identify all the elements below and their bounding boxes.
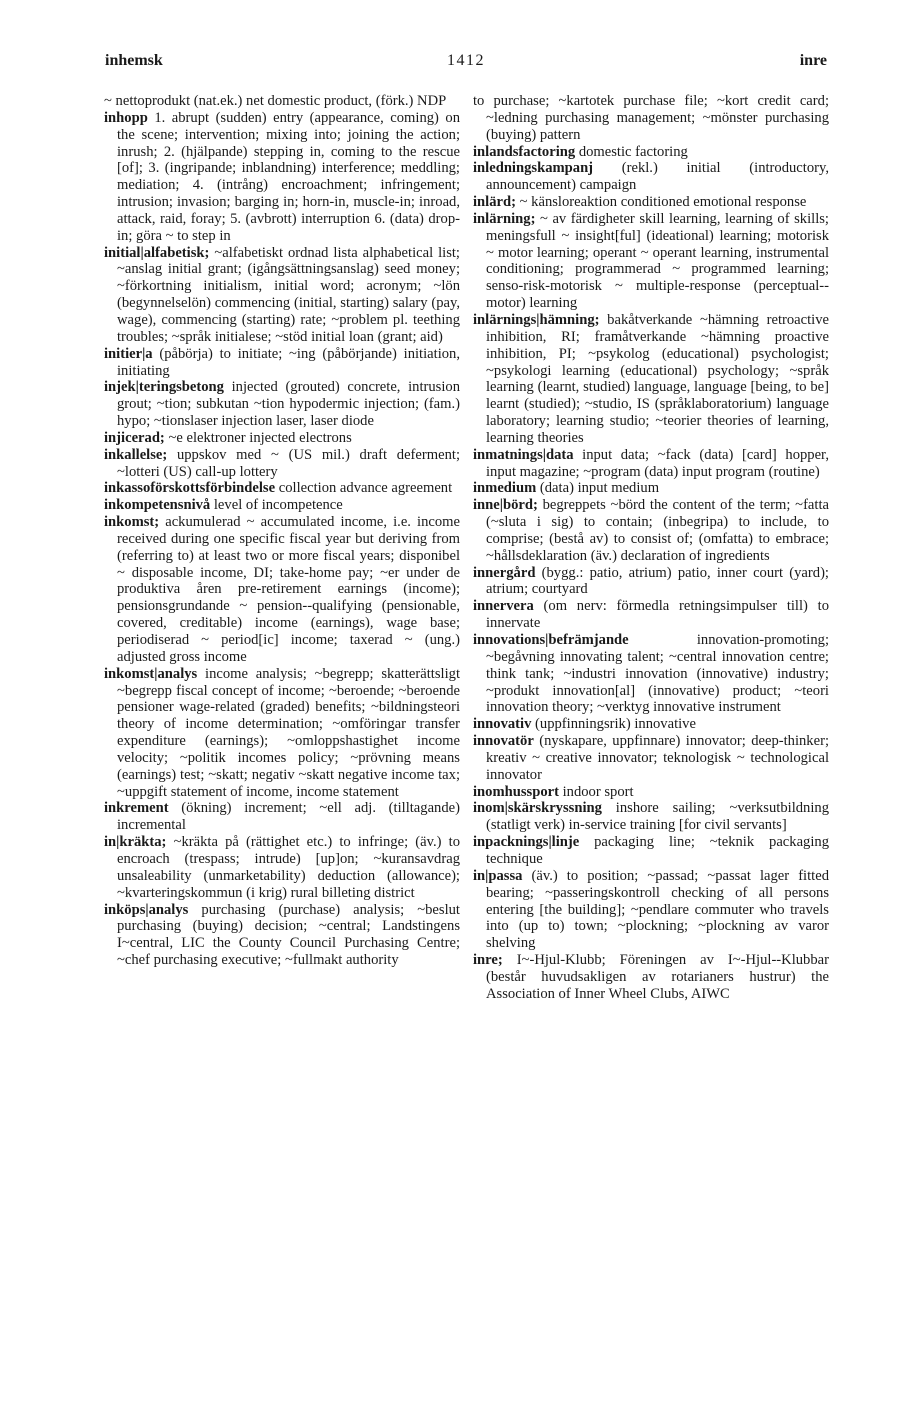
entry-innervera: innervera (om nerv: förmedla retningsimpulser till) to innervate	[473, 598, 829, 632]
entry-inlard: inlärd; ~ känsloreaktion conditioned emotional response	[473, 194, 807, 211]
entry-inpassa: in|passa (äv.) to position; ~passad; ~passat lager fitted bearing; ~passeringskontroll checking of all persons entering [the building]; ~pendlare commuter who travels into (up to) town; ~plockning; ~plockning av varor shelving	[473, 867, 829, 952]
running-head	[105, 52, 827, 76]
entry-innebord: inne|börd; begreppets ~börd the content of the term; ~fatta (~sluta i sig) to contain; (inbegripa) to include, to comprise; (bestå av) to consist of; (omfatta) to embrace; ~hållsdeklaration (äv.) declaration of ingredients	[473, 497, 829, 564]
entry-inkrement: inkrement (ökning) increment; ~ell adj. (tilltagande) incremental	[104, 800, 460, 834]
entry-innovator: innovatör (nyskapare, uppfinnare) innovator; deep-thinker; kreativ ~ creative innovator; teknologisk ~ technological innovator	[473, 733, 829, 783]
entry-inkompetensniva: inkompetensnivå level of incompetence	[104, 497, 343, 514]
page-number: 1412	[447, 52, 485, 69]
entry-injicerad: injicerad; ~e elektroner injected electrons	[104, 429, 352, 446]
entry-inkopsanalys: inköps|analys purchasing (purchase) analysis; ~beslut purchasing (buying) decision; ~central; Landstingens I~central, LIC the County Council Purchasing Centre; ~chef purchasing executive; ~fullmakt authority	[104, 901, 460, 969]
entry-inlandsfactoring: inlandsfactoring domestic factoring	[473, 143, 688, 160]
entry-inkallelse: inkallelse; uppskov med ~ (US mil.) draft deferment; ~lotteri (US) call-up lottery	[104, 446, 460, 480]
entry-inpackningslinje: inpacknings|linje packaging line; ~teknik packaging technique	[473, 834, 829, 867]
entry-inkassoforskott: inkassoförskottsförbindelse collection advance agreement	[104, 480, 453, 497]
entry-inmatningsdata: inmatnings|data input data; ~fack (data) [card] hopper, input magazine; ~program (data) input program (routine)	[473, 446, 829, 480]
entry-initiera: initier|a (påbörja) to initiate; ~ing (påbörjande) initiation, initiating	[104, 345, 460, 379]
entry-inomhussport: inomhussport indoor sport	[473, 783, 634, 800]
entry-inre: inre; I~-Hjul-Klubb; Föreningen av I~-Hjul--Klubbar (består huvudsakligen av rotarianers hustrur) the Association of Inner Wheel Clubs, AIWC	[473, 952, 829, 1002]
entry-inlarningshamning: inlärnings|hämning; bakåtverkande ~hämning retroactive inhibition, RI; framåtverkande ~hämning proactive inhibition, PI; ~psykolog (educational) psychologist; ~psykologi learning (educational) psychology; ~språk learning (learnt, studied) language, language [being, to be] learnt (studied); ~studio, IS (språklaboratorium) language laboratory; learning studio; ~teorier theories of learning, learning theories	[473, 311, 829, 446]
entry-nettoprodukt: ~ nettoprodukt (nat.ek.) net domestic product, (förk.) NDP	[104, 93, 447, 109]
left-column	[104, 93, 460, 969]
right-guide-word: inre	[799, 52, 827, 69]
entry-initial: initial|alfabetisk; ~alfabetiskt ordnad lista alphabetical list; ~anslag initial grant; (igångsättningsanslag) seed money; ~förkortning initialism, initial word; acronym; ~lön (begynnelselön) commencing (initial, starting) salary (pay, wage), commencing (starting) rate; ~problem pl. teething troubles; ~språk initialese; ~stöd initial loan (grant; aid)	[104, 244, 460, 345]
right-column	[473, 93, 829, 1003]
entry-inkrakta: in|kräkta; ~kräkta på (rättighet etc.) to infringe; (äv.) to encroach (trespass; intrude) [up]on; ~kuransavdrag unsaleability (unmarketability) deduction (allowance); ~kvarteringskommun (i krig) rural billeting district	[104, 834, 460, 901]
entry-innergard: innergård (bygg.: patio, atrium) patio, inner court (yard); atrium; courtyard	[473, 564, 829, 598]
entry-inhopp: inhopp 1. abrupt (sudden) entry (appearance, coming) on the scene; intervention; mixing into; joining the action; inrush; 2. (hjälpande) stepping in, coming to the rescue [of]; 3. (ingripande; inblandning) interference; meddling; mediation; 4. (intrång) encroachment; infringement; intrusion; invasion; barging in; horn-in, muscle-in; inroad, attack, raid, foray; 5. (avbrott) interruption 6. (data) drop-in; göra ~ to step in	[104, 109, 460, 244]
entry-inkomstanalys: inkomst|analys income analysis; ~begrepp; skatterättsligt ~begrepp fiscal concept of income; ~beroende; ~beroende pensioner wage-related (graded) benefits; ~bildningsteori theory of income determination; ~omföringar transfer expenditure (earnings); ~omloppshastighet income velocity; ~politik incomes policy; ~prövning means (earnings) test; ~skatt; negativ ~skatt negative income tax; ~uppgift statement of income, income statement	[104, 665, 460, 800]
entry-inlarning: inlärning; ~ av färdigheter skill learning, learning of skills; meningsfull ~ insight[ful] (ideational) learning; motorisk ~ motor learning; operant ~ operant learning, instrumental conditioning; programmerad ~ programmed learning; senso-risk-motorisk ~ multiple-response (perceptual--motor) learning	[473, 210, 829, 312]
left-guide-word: inhemsk	[105, 52, 163, 69]
entry-injektering: injek|teringsbetong injected (grouted) concrete, intrusion grout; ~tion; subkutan ~tion hypodermic injection; (fam.) hypo; ~tionslaser injection laser, laser diode	[104, 379, 460, 430]
entry-inomskarskryssning: inom|skärskryssning inshore sailing; ~verksutbildning (statligt verk) in-service training [for civil servants]	[473, 800, 829, 834]
entry-inledningskampanj: inledningskampanj (rekl.) initial (introductory, announcement) campaign	[473, 160, 829, 194]
entry-inmedium: inmedium (data) input medium	[473, 480, 660, 497]
entry-inkops-cont: to purchase; ~kartotek purchase file; ~kort credit card; ~ledning purchasing management; ~mönster purchasing (buying) pattern	[473, 93, 829, 143]
entry-inkomst: inkomst; ackumulerad ~ accumulated income, i.e. income received during one specific fiscal year but deriving from (referring to) at least two or more fiscal years; disponibel ~ disposable income, DI; take-home pay; ~er under de produktiva åren pre-retirement earnings (income); pensionsgrundande ~ pension--qualifying (pensionable, covered, creditable) income (earnings), wage base; periodiserad ~ period[ic] income; taxerad ~ (ung.) adjusted gross income	[104, 514, 460, 665]
entry-innovativ: innovativ (uppfinningsrik) innovative	[473, 716, 696, 733]
entry-innovations: innovations|befrämjande innovation-promoting; ~begåvning innovating talent; ~central innovation centre; think tank; ~industri innovation (innovative) industry; ~produkt innovation[al] (innovative) product; ~teori innovation theory; ~verktyg innovative instrument	[473, 632, 829, 716]
